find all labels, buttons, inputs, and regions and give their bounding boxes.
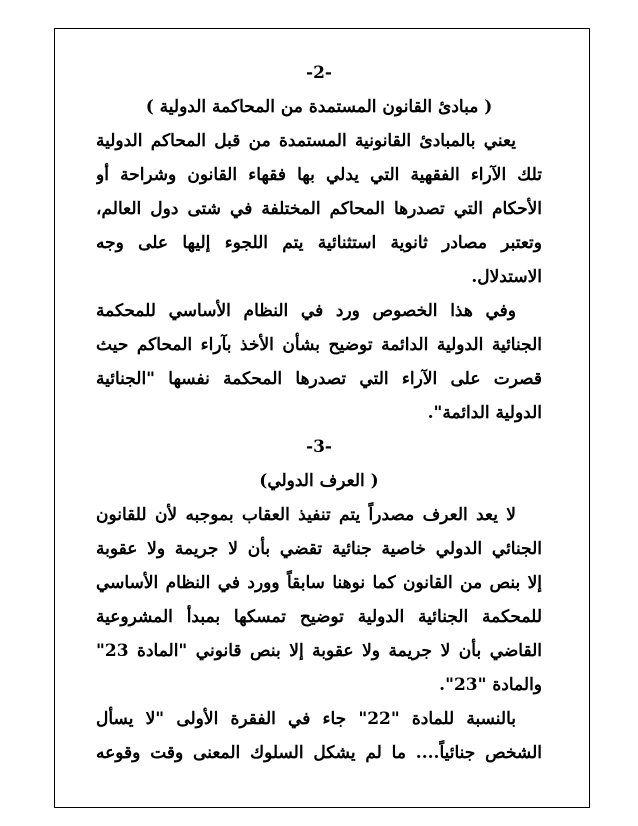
- section-2-number: -2-: [306, 63, 332, 83]
- section-3-number: -3-: [306, 437, 332, 457]
- section-2-line-6: وفي هذا الخصوص ورد في النظام الأساسي للمحكمة: [96, 301, 516, 321]
- section-3-title: ( العرف الدولي): [259, 471, 379, 491]
- section-2-line-4: وتعتبر مصادر ثانوية استثنائية يتم اللجوء إليها على وجه: [96, 233, 542, 253]
- section-2-line-9: الدولية الدائمة".: [427, 403, 542, 423]
- section-2-title: ( مبادئ القانون المستمدة من المحاكمة الدولية ): [145, 97, 493, 117]
- section-2-line-3: الأحكام التي تصدرها المحاكم المختلفة في شتى دول العالم،: [96, 199, 542, 219]
- section-2-line-5: الاستدلال.: [471, 267, 542, 287]
- section-3-line-4: للمحكمة الجنائية الدولية توضيح تمسكها بمبدأ المشروعية: [96, 607, 542, 627]
- section-2-line-2: تلك الآراء الفقهية التي يدلي بها فقهاء القانون وشراحة أو: [96, 165, 542, 185]
- section-3-line-5: القاضي بأن لا جريمة ولا عقوبة إلا بنص قانوني "المادة 23": [96, 641, 542, 661]
- section-3-line-3: إلا بنص من القانون كما نوهنا سابقاً وورد في النظام الأساسي: [96, 573, 542, 593]
- section-2-line-7: الجنائية الدولية الدائمة توضيح بشأن الأخذ بآراء المحاكم حيث: [96, 335, 542, 355]
- section-3-line-1: لا يعد العرف مصدراً يتم تنفيذ العقاب بموجبه لأن للقانون: [96, 505, 516, 525]
- section-2-line-1: يعني بالمبادئ القانونية المستمدة من قبل المحاكم الدولية: [96, 131, 516, 151]
- section-3-line-2: الجنائي الدولي خاصية جنائية تقضي بأن لا جريمة ولا عقوبة: [96, 539, 542, 559]
- section-3-line-7: بالنسبة للمادة "22" جاء في الفقرة الأولى "لا يسأل: [96, 709, 516, 729]
- section-3-line-8: الشخص جنائياً.... ما لم يشكل السلوك المعنى وقت وقوعه: [96, 743, 542, 763]
- section-3-line-6: والمادة "23".: [439, 675, 542, 695]
- document-body: [96, 56, 542, 770]
- section-2-line-8: قصرت على الآراء التي تصدرها المحكمة نفسها "الجنائية: [96, 369, 542, 389]
